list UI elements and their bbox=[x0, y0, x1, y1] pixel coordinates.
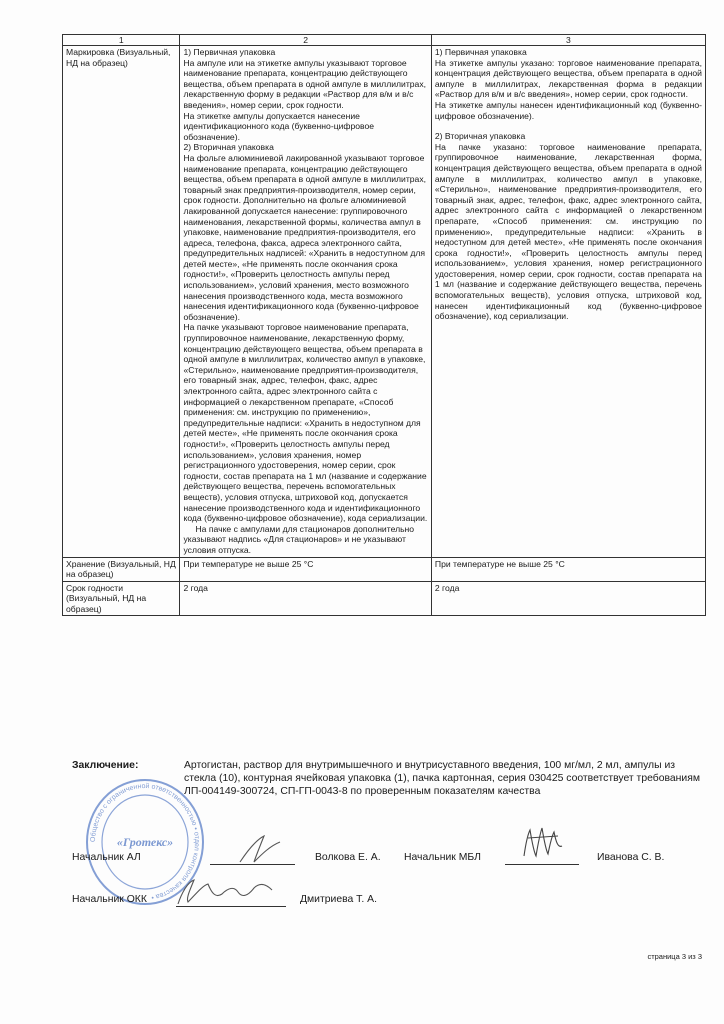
req-primary-text: На ампуле или на этикетке ампулы указывают торговое наименование препарата, концентрацию действующего вещества, объем препарата в одной ампуле в миллилитрах, лекарственную форму в редакции «Раствор для в/м и в/с введения», номер серии, срок годности. bbox=[183, 57, 426, 110]
head-al-title: Начальник АЛ bbox=[72, 852, 141, 863]
req-pack-text: На пачке указывают торговое наименование препарата, группировочное наименование, лекарственную форму, концентрацию действующего вещества, объем препарата в одной ампуле в миллилитрах, количество ампул в упаковке, «Стерильно», наименование предприятия-производителя, его товарный знак, адрес, телефон, факс, адрес электронного сайта, адрес электронного сайта с информацией о лекарственном препарате, «Способ применения: см. инструкцию по применению», предупредительные надписи: «Хранить в недоступном для детей месте», «Не применять после окончания срока годности!», «Проверить целостность ампулы перед использованием», условия хранения, номер регистрационного удостоверения, номер серии, срок годности, состав препарата на 1 мл (название и содержание действующего вещества, перечень вспомогательных веществ), условия отпуска, штриховой код, допускается нанесение производственного кода и идентификационного кода (буквенно-цифровое обозначение), кода сериализации. bbox=[183, 322, 428, 524]
res-primary-id-code: На этикетке ампулы нанесен идентификационный код (буквенно-цифровое обозначение). bbox=[434, 99, 702, 121]
head-al-signature bbox=[236, 832, 286, 866]
head-okk-signature bbox=[172, 872, 278, 910]
stamp-center-text: «Гротекс» bbox=[116, 835, 174, 849]
head-okk-title: Начальник ОКК bbox=[72, 894, 147, 905]
res-secondary-title: 2) Вторичная упаковка bbox=[434, 131, 526, 142]
page-number: страница 3 из 3 bbox=[647, 952, 702, 961]
storage-result-cell: При температуре не выше 25 °С bbox=[431, 557, 705, 581]
shelf-life-requirement-cell: 2 года bbox=[180, 581, 431, 616]
res-pack-text: На пачке указано: торговое наименование препарата, группировочное наименование, лекарственная форма, концентрация действующего вещества, объем препарата в одной ампуле в миллилитрах, количество ампул в упаковке, «Стерильно», наименование предприятия-производителя, его товарный знак, адрес, телефон, факс, адрес электронного сайта, адрес электронного сайта с информацией о лекарственном препарате, «Способ применения: см. инструкцию по применению», предупредительные надписи: «Хранить в недоступном для детей месте», «Не применять после окончания срока годности!», «Проверить целостность ампулы перед использованием», условия хранения, номер регистрационного удостоверения, номер серии, срок годности, состав препарата на 1 мл (название и содержание действующего вещества, перечень вспомогательных веществ), условия отпуска, штриховой код, нанесен идентификационный код (буквенно-цифровое обозначение), код сериализации. bbox=[434, 141, 702, 322]
req-primary-id-code: На этикетке ампулы допускается нанесение идентификационного кода (буквенно-цифровое обозначение). bbox=[183, 110, 375, 142]
column-number-1: 1 bbox=[63, 35, 180, 46]
column-number-2: 2 bbox=[180, 35, 431, 46]
conclusion-text: Артогистан, раствор для внутримышечного и внутрисуставного введения, 100 мг/мл, 2 мл, ампулы из стекла (10), контурная ячейковая упаковка (1), пачка картонная, серия 030425 соответствует требованиям ЛП-004149-300724, СП-ГП-0043-8 по проверенным показателям качества bbox=[184, 760, 700, 797]
req-secondary-title: 2) Вторичная упаковка bbox=[183, 142, 274, 153]
row-label-marking: Маркировка (Визуальный, НД на образец) bbox=[63, 46, 180, 558]
column-number-3: 3 bbox=[431, 35, 705, 46]
stamp-ring-text: Общество с ограниченной ответственностью • отдел контроля качества • bbox=[89, 782, 201, 901]
shelf-life-result-cell: 2 года bbox=[431, 581, 705, 616]
res-primary-title: 1) Первичная упаковка bbox=[434, 47, 527, 57]
head-al-name: Волкова Е. А. bbox=[315, 852, 381, 863]
req-primary-title: 1) Первичная упаковка bbox=[183, 47, 276, 57]
marking-result-cell bbox=[431, 46, 705, 558]
head-mbl-title: Начальник МБЛ bbox=[404, 852, 481, 863]
req-hospital-pack-text: На пачке с ампулами для стационаров дополнительно указывают надпись «Для стационаров» и не указывают условия отпуска. bbox=[183, 523, 415, 555]
conclusion-label: Заключение: bbox=[72, 760, 139, 771]
table-row-marking bbox=[63, 46, 706, 558]
head-mbl-signature bbox=[520, 822, 564, 864]
table-row-storage bbox=[63, 557, 706, 581]
quality-spec-table bbox=[62, 34, 706, 616]
head-okk-name: Дмитриева Т. А. bbox=[300, 894, 377, 905]
row-label-storage: Хранение (Визуальный, НД на образец) bbox=[63, 557, 180, 581]
row-label-shelf-life: Срок годности (Визуальный, НД на образец) bbox=[63, 581, 180, 616]
head-mbl-signature-line bbox=[505, 864, 579, 865]
marking-requirement-cell bbox=[180, 46, 431, 558]
table-header-row bbox=[63, 35, 706, 46]
res-primary-text: На этикетке ампулы указано: торговое наименование препарата, концентрация действующего вещества, объем препарата в одной ампуле в миллилитрах, лекарственная форма в редакции «Раствор для в/м и в/с введения», номер серии, срок годности. bbox=[434, 57, 702, 100]
table-row-shelf-life bbox=[63, 581, 706, 616]
req-foil-text: На фольге алюминиевой лакированной указывают торговое наименование препарата, концентрацию действующего вещества, объем препарата в одной ампуле в миллилитрах, товарный знак предприятия-производителя, номер серии, срок годности. Дополнительно на фольге алюминиевой лакированной допускается нанесение: группировочного наименования, лекарственной формы, количества ампул в упаковке, наименование предприятия-производителя, его адреса, телефона, факса, адреса электронного сайта, предупредительных надписей: «Хранить в недоступном для детей месте», «Не применять после окончания срока годности!», «Проверить целостность ампулы перед использованием», условий хранения, место возможного нанесения производственного кода, места возможного нанесения идентификационного кода (буквенно-цифровое обозначение). bbox=[183, 152, 426, 322]
storage-requirement-cell: При температуре не выше 25 °С bbox=[180, 557, 431, 581]
head-mbl-name: Иванова С. В. bbox=[597, 852, 665, 863]
